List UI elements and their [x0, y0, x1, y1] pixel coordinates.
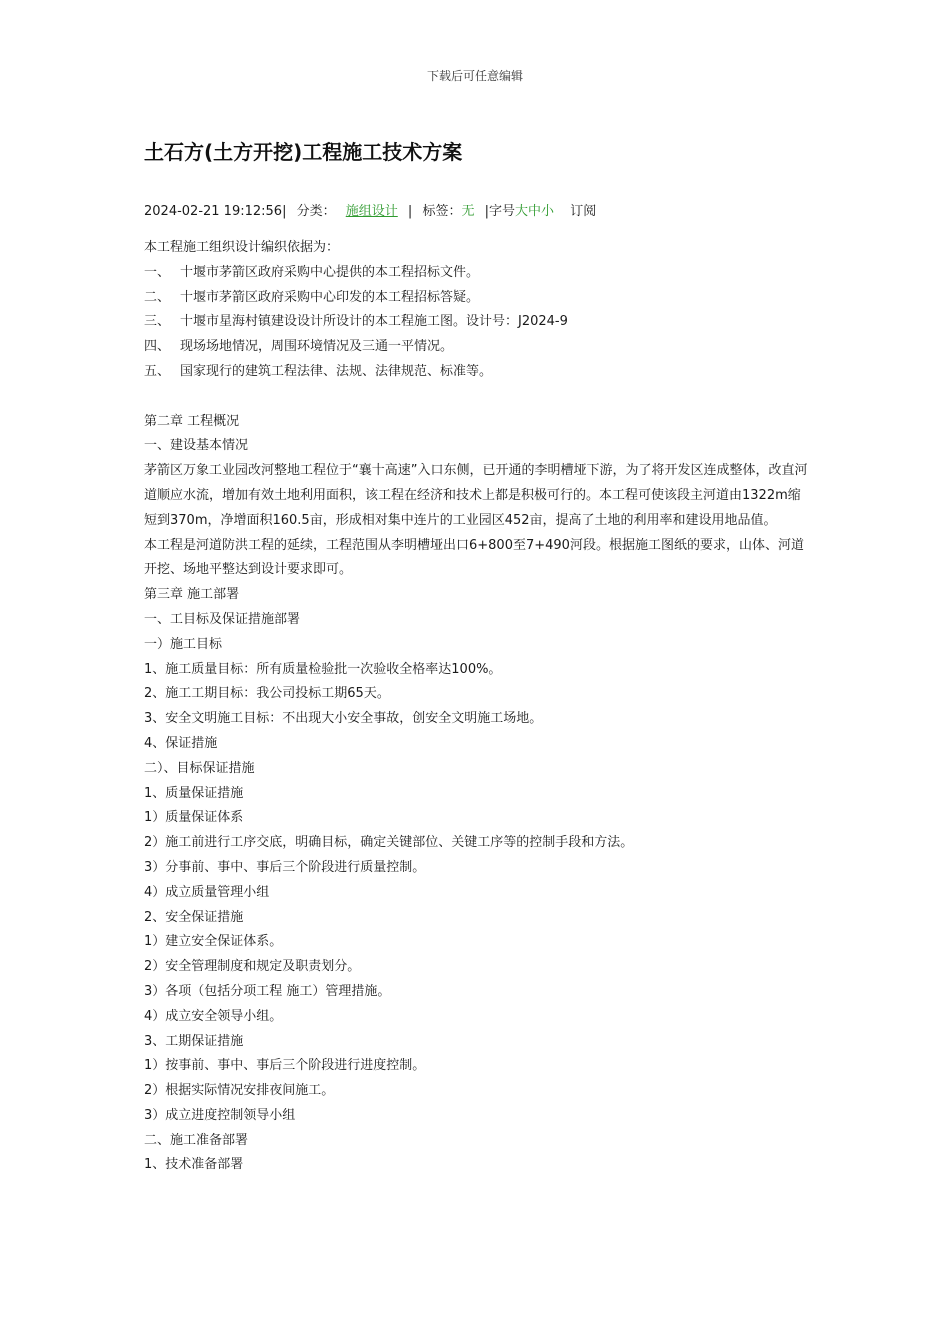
chapter3-line: 3、安全文明施工目标：不出现大小安全事故，创安全文明施工场地。 — [144, 711, 543, 727]
meta-separator: | — [407, 204, 413, 219]
basis-item-text: 十堰市茅箭区政府采购中心提供的本工程招标文件。 — [180, 264, 480, 280]
chapter3-line: 3、工期保证措施 — [144, 1033, 244, 1049]
chapter3-line: 1）按事前、事中、事后三个阶段进行进度控制。 — [144, 1058, 426, 1074]
basis-item-text: 十堰市星海村镇建设设计所设计的本工程施工图。设计号：J2024-9 — [180, 314, 568, 330]
intro-line: 本工程施工组织设计编织依据为： — [144, 240, 340, 255]
chapter3-line: 2）根据实际情况安排夜间施工。 — [144, 1083, 335, 1099]
chapter3-line: 一、工目标及保证措施部署 — [144, 611, 301, 627]
basis-item-text: 国家现行的建筑工程法律、法规、法律规范、标准等。 — [180, 363, 493, 379]
page-title: 土石方(土方开挖)工程施工技术方案 — [144, 140, 463, 164]
basis-item-number: 二、 — [144, 289, 171, 305]
basis-item — [144, 261, 812, 286]
font-size-medium-link[interactable]: 中 — [528, 204, 542, 219]
basis-item — [144, 310, 812, 335]
chapter3-line: 1、施工质量目标：所有质量检验批一次验收全格率达100%。 — [144, 661, 502, 677]
chapter3-line: 2、安全保证措施 — [144, 909, 244, 925]
chapter3-list — [144, 583, 812, 1178]
chapter2-paragraph-2: 本工程是河道防洪工程的延续，工程范围从李明槽垭出口6+800至7+490河段。根据施工图纸的要求，山体、河道开挖、场地平整达到设计要求即可。 — [144, 537, 804, 578]
post-datetime: 2024-02-21 19:12:56| — [144, 204, 287, 219]
header-note: 下载后可任意编辑 — [426, 69, 523, 83]
basis-item-text: 现场场地情况，周围环境情况及三通一平情况。 — [180, 339, 454, 355]
basis-item-number: 五、 — [144, 363, 171, 379]
chapter3-line: 1、技术准备部署 — [144, 1157, 244, 1173]
basis-item-number: 四、 — [144, 339, 171, 355]
basis-list — [144, 261, 812, 385]
category-label: 分类： — [296, 204, 336, 219]
chapter2-paragraph-1: 茅箭区万象工业园改河整地工程位于“襄十高速”入口东侧，已开通的李明槽垭下游，为了将开发区连成整体，改直河道顺应水流，增加有效土地利用面积，该工程在经济和技术上都是积极可行的。本工程可使该段主河道由1322m缩短到370m，净增面积160.5亩，形成相对集中连片的工业园区452亩，提高了土地的利用率和建设用地品值。 — [144, 463, 808, 528]
chapter3-line: 3）各项（包括分项工程 施工）管理措施。 — [144, 983, 391, 999]
basis-item-number: 一、 — [144, 264, 171, 280]
chapter3-line: 2）施工前进行工序交底，明确目标，确定关键部位、关键工序等的控制手段和方法。 — [144, 835, 634, 851]
basis-item — [144, 360, 812, 385]
tags-label: 标签： — [422, 204, 462, 219]
subscribe-link[interactable]: 订阅 — [570, 204, 597, 219]
chapter2-subheading: 一、建设基本情况 — [144, 438, 249, 454]
article-body — [144, 236, 812, 1178]
post-meta — [144, 200, 596, 219]
font-size-small-link[interactable]: 小 — [541, 204, 555, 219]
chapter3-line: 2、施工工期目标：我公司投标工期65天。 — [144, 686, 390, 702]
tags-value[interactable]: 无 — [461, 204, 475, 219]
category-link[interactable]: 施组设计 — [345, 204, 398, 219]
chapter3-line: 2）安全管理制度和规定及职责划分。 — [144, 959, 361, 975]
chapter3-line: 二）、目标保证措施 — [144, 760, 255, 776]
chapter3-line: 3）分事前、事中、事后三个阶段进行质量控制。 — [144, 859, 426, 875]
chapter3-line: 1、质量保证措施 — [144, 785, 244, 801]
chapter2-heading: 第二章 工程概况 — [144, 413, 240, 429]
chapter3-line: 一）施工目标 — [144, 636, 223, 652]
chapter3-line: 4）成立质量管理小组 — [144, 884, 270, 900]
spacer — [144, 385, 812, 410]
chapter3-line: 1）建立安全保证体系。 — [144, 934, 283, 950]
font-size-large-link[interactable]: 大 — [515, 204, 529, 219]
basis-item-text: 十堰市茅箭区政府采购中心印发的本工程招标答疑。 — [180, 289, 480, 305]
chapter3-line: 3）成立进度控制领导小组 — [144, 1107, 296, 1123]
basis-item — [144, 335, 812, 360]
chapter3-line: 二、施工准备部署 — [144, 1132, 249, 1148]
chapter3-line: 1）质量保证体系 — [144, 810, 244, 826]
basis-item-number: 三、 — [144, 314, 171, 330]
font-size-label: |字号 — [484, 204, 515, 219]
chapter3-line: 4）成立安全领导小组。 — [144, 1008, 283, 1024]
chapter3-line: 4、保证措施 — [144, 735, 218, 751]
chapter3-line: 第三章 施工部署 — [144, 587, 240, 603]
basis-item — [144, 286, 812, 311]
